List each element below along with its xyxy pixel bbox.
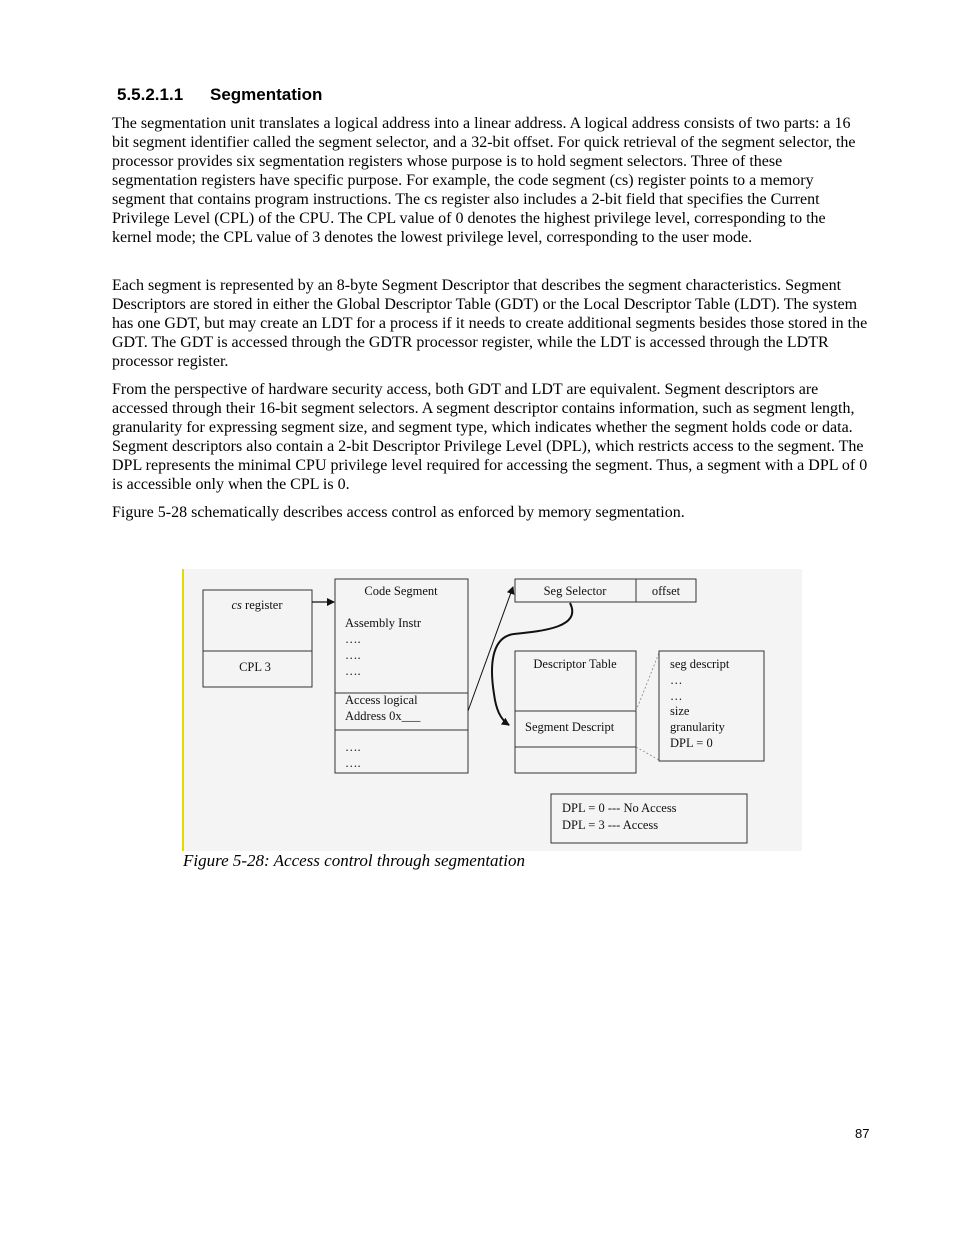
seg-descript-dots-1: …	[670, 673, 683, 687]
access-logical-label: Access logical	[345, 693, 418, 707]
descriptor-table-title: Descriptor Table	[533, 657, 617, 671]
cs-register-label: cs register	[231, 598, 283, 612]
cs-register-box	[203, 590, 312, 687]
address-label: Address 0x___	[345, 709, 421, 723]
assembly-instr-label: Assembly Instr	[345, 616, 422, 630]
section-title: Segmentation	[210, 85, 323, 104]
figure-5-28	[182, 569, 802, 851]
code-dots-1: ….	[345, 632, 361, 646]
expand-line-bottom	[636, 747, 659, 760]
paragraph-4: Figure 5-28 schematically describes access control as enforced by memory segmentation.	[112, 504, 685, 521]
dpl-legend-box	[551, 794, 747, 843]
code-bottom-dots-1: ….	[345, 740, 361, 754]
seg-descript-size: size	[670, 704, 690, 718]
code-dots-2: ….	[345, 648, 361, 662]
offset-label: offset	[651, 584, 681, 598]
code-bottom-dots-2: ….	[345, 756, 361, 770]
code-to-selector-arrow	[468, 587, 513, 711]
seg-descript-dpl: DPL = 0	[670, 736, 713, 750]
segment-descript-entry: Segment Descript	[525, 720, 615, 734]
segmentation-diagram	[184, 569, 802, 851]
code-segment-box	[335, 579, 468, 773]
seg-descript-dots-2: …	[670, 689, 683, 703]
paragraph-2: Each segment is represented by an 8-byte Segment Descriptor that describes the segment characteristics. Segment Descriptors are stored in either the Global Descriptor Table (GDT) or the Local Descriptor Table (LDT). The system has one GDT, but may create an LDT for a process if it needs to create additional segments besides those stored in the GDT. The GDT is accessed through the GDTR processor register, while the LDT is accessed through the LDTR processor register.	[112, 277, 868, 370]
seg-selector-label: Seg Selector	[543, 584, 607, 598]
figure-caption: Figure 5-28: Access control through segmentation	[183, 851, 525, 870]
selector-box	[515, 579, 696, 602]
seg-descript-title: seg descript	[670, 657, 730, 671]
section-heading	[117, 85, 322, 105]
cpl-label: CPL 3	[239, 660, 271, 674]
section-number: 5.5.2.1.1	[117, 85, 184, 104]
seg-descript-granularity: granularity	[670, 720, 725, 734]
code-segment-title: Code Segment	[364, 584, 438, 598]
expand-line-top	[636, 653, 659, 711]
legend-line-2: DPL = 3 --- Access	[562, 818, 659, 832]
paragraph-1: The segmentation unit translates a logical address into a linear address. A logical address consists of two parts: a 16 bit segment identifier called the segment selector, and a 32-bit offset. For quick retrieval of the segment selector, the processor provides six segmentation registers whose purpose is to hold segment selectors. Three of these segmentation registers have specific purpose. For example, the code segment (cs) register points to a memory segment that contains program instructions. The cs register also includes a 2-bit field that specifies the Current Privilege Level (CPL) of the CPU. The CPL value of 0 denotes the highest privilege level, corresponding to the kernel mode; the CPL value of 3 denotes the lowest privilege level, corresponding to the user mode.	[112, 115, 856, 246]
seg-descript-box	[659, 651, 764, 761]
legend-line-1: DPL = 0 --- No Access	[562, 801, 677, 815]
page-number: 87	[855, 1126, 870, 1141]
paragraph-3: From the perspective of hardware security access, both GDT and LDT are equivalent. Segment descriptors are accessed through their 16-bit segment selectors. A segment descriptor contains information, such as segment length, granularity for expressing segment size, and segment type, which indicates whether the segment holds code or data. Segment descriptors also contain a 2-bit Descriptor Privilege Level (DPL), which restricts access to the segment. The DPL represents the minimal CPU privilege level required for accessing the segment. Thus, a segment with a DPL of 0 is accessible only when the CPL is 0.	[112, 381, 868, 493]
code-dots-3: ….	[345, 664, 361, 678]
descriptor-table-box	[515, 651, 636, 773]
